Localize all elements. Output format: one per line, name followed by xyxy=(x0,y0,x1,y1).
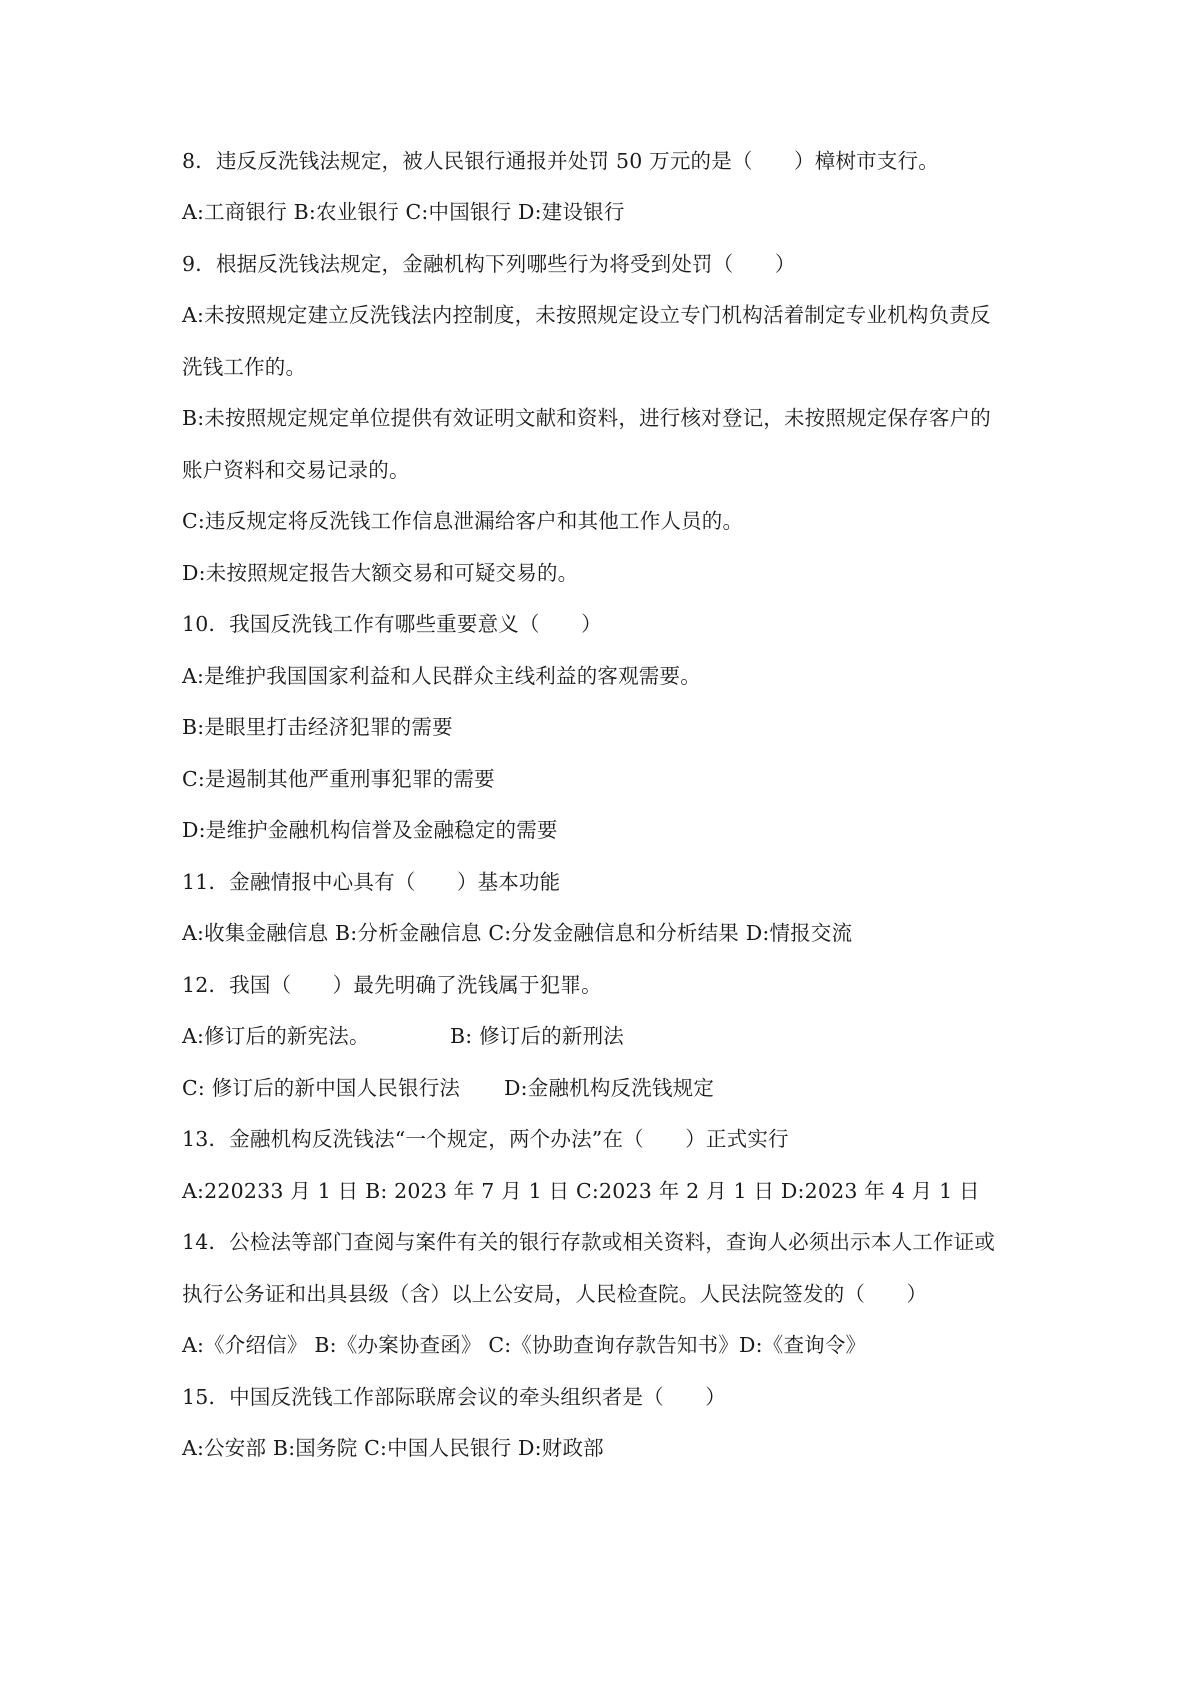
question-12-stem: 12．我国（ ）最先明确了洗钱属于犯罪。 xyxy=(182,973,602,997)
question-12-option-c: C: 修订后的新中国人民银行法 xyxy=(182,1076,461,1100)
question-9-option-a-line-1: A:未按照规定建立反洗钱法内控制度，未按照规定设立专门机构活着制定专业机构负责反 xyxy=(182,303,991,327)
question-9-option-c: C:违反规定将反洗钱工作信息泄漏给客户和其他工作人员的。 xyxy=(182,509,744,533)
question-10-stem: 10．我国反洗钱工作有哪些重要意义（ ） xyxy=(182,612,602,636)
question-10-option-a: A:是维护我国国家利益和人民群众主线利益的客观需要。 xyxy=(182,664,701,688)
question-14-stem-line-1: 14．公检法等部门查阅与案件有关的银行存款或相关资料，查询人必须出示本人工作证或 xyxy=(182,1230,996,1254)
question-12-option-d: D:金融机构反洗钱规定 xyxy=(504,1076,715,1100)
question-8-stem: 8．违反反洗钱法规定，被人民银行通报并处罚 50 万元的是（ ）樟树市支行。 xyxy=(182,149,939,173)
question-15-options: A:公安部 B:国务院 C:中国人民银行 D:财政部 xyxy=(182,1436,604,1460)
question-10-option-d: D:是维护金融机构信誉及金融稳定的需要 xyxy=(182,818,558,842)
question-9-stem: 9．根据反洗钱法规定，金融机构下列哪些行为将受到处罚（ ） xyxy=(182,252,796,276)
question-11-stem: 11．金融情报中心具有（ ）基本功能 xyxy=(182,870,561,894)
question-10-option-c: C:是遏制其他严重刑事犯罪的需要 xyxy=(182,767,495,791)
question-12-option-a: A:修订后的新宪法。 xyxy=(182,1024,370,1048)
question-11-options: A:收集金融信息 B:分析金融信息 C:分发金融信息和分析结果 D:情报交流 xyxy=(182,921,853,945)
question-9-option-d: D:未按照规定报告大额交易和可疑交易的。 xyxy=(182,561,579,585)
question-12-option-b: B: 修订后的新刑法 xyxy=(450,1024,624,1048)
question-14-stem-line-2: 执行公务证和出具县级（含）以上公安局，人民检查院。人民法院签发的（ ） xyxy=(182,1282,928,1306)
question-15-stem: 15．中国反洗钱工作部际联席会议的牵头组织者是（ ） xyxy=(182,1385,726,1409)
question-13-stem: 13．金融机构反洗钱法“一个规定，两个办法”在（ ）正式实行 xyxy=(182,1127,789,1151)
question-8-options: A:工商银行 B:农业银行 C:中国银行 D:建设银行 xyxy=(182,200,625,224)
question-9-option-a-line-2: 洗钱工作的。 xyxy=(182,355,307,379)
question-12-options-row-2 xyxy=(182,1075,1062,1101)
question-13-options: A:220233 月 1 日 B: 2023 年 7 月 1 日 C:2023 年 2 月 1 日 D:2023 年 4 月 1 日 xyxy=(182,1179,980,1203)
question-9-option-b-line-2: 账户资料和交易记录的。 xyxy=(182,458,410,482)
question-14-options: A:《介绍信》 B:《办案协查函》 C:《协助查询存款告知书》D:《查询令》 xyxy=(182,1333,867,1357)
question-12-options-row-1 xyxy=(182,1023,1062,1049)
question-10-option-b: B:是眼里打击经济犯罪的需要 xyxy=(182,715,453,739)
question-9-option-b-line-1: B:未按照规定规定单位提供有效证明文献和资料，进行核对登记，未按照规定保存客户的 xyxy=(182,406,991,430)
